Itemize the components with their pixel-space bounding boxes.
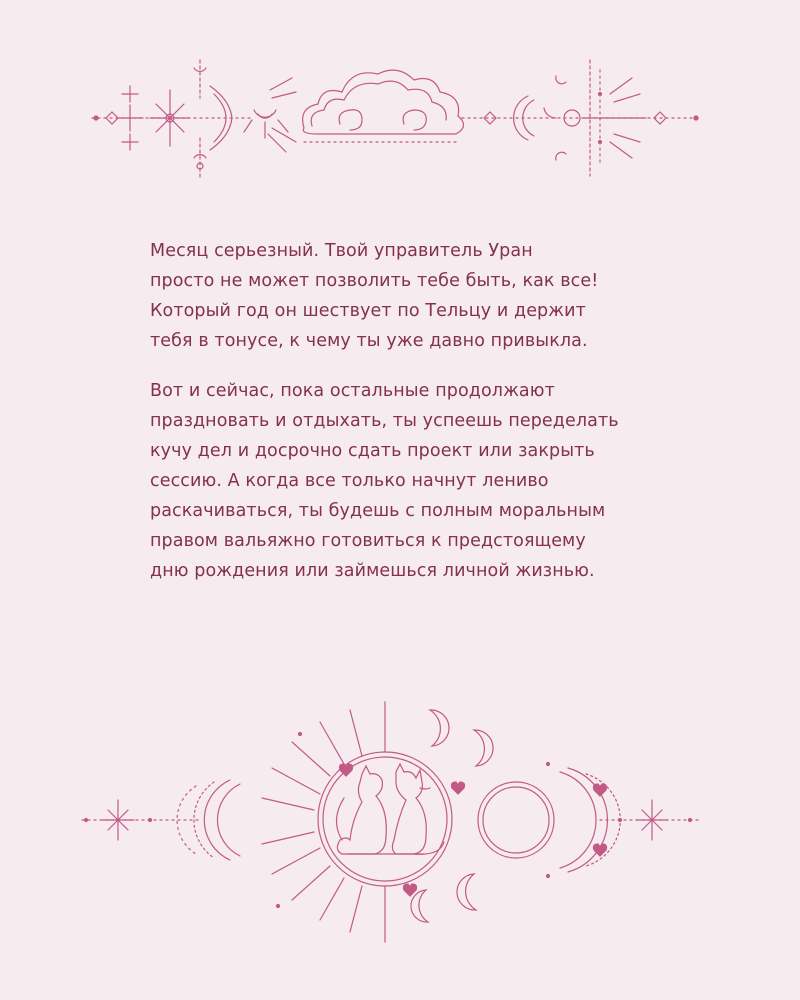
sun-icon bbox=[244, 78, 296, 152]
right-dotted-line bbox=[462, 112, 700, 124]
text-line: Вот и сейчас, пока остальные продолжают bbox=[150, 381, 555, 401]
top-ornament bbox=[0, 50, 800, 190]
article-body bbox=[150, 236, 650, 606]
text-line: Месяц серьезный. Твой управитель Уран bbox=[150, 241, 533, 261]
full-moon-icon bbox=[478, 782, 554, 858]
cloud-icon bbox=[303, 70, 464, 142]
text-line: Который год он шествует по Тельцу и держит bbox=[150, 301, 586, 321]
crescent-moon-icon bbox=[547, 763, 621, 878]
bottom-ornament bbox=[0, 690, 800, 950]
text-line: кучу дел и досрочно сдать проект или закрыть bbox=[150, 441, 595, 461]
text-line: сессию. А когда все только начнут лениво bbox=[150, 471, 549, 491]
text-line: просто не может позволить тебе быть, как все! bbox=[150, 271, 599, 291]
heart-icon bbox=[340, 764, 607, 896]
text-line: раскачиваться, ты будешь с полным моральным bbox=[150, 501, 606, 521]
paragraph bbox=[150, 376, 650, 586]
text-line: правом вальяжно готовиться к предстоящему bbox=[150, 531, 586, 551]
text-line: тебя в тонусе, к чему ты уже давно привыкла. bbox=[150, 331, 588, 351]
text-line: праздновать и отдыхать, ты успеешь переделать bbox=[150, 411, 619, 431]
paragraph bbox=[150, 236, 650, 356]
cats-icon bbox=[318, 752, 452, 886]
crescent-moon-icon bbox=[194, 60, 232, 178]
text-line: дню рождения или займешься личной жизнью. bbox=[150, 561, 595, 581]
